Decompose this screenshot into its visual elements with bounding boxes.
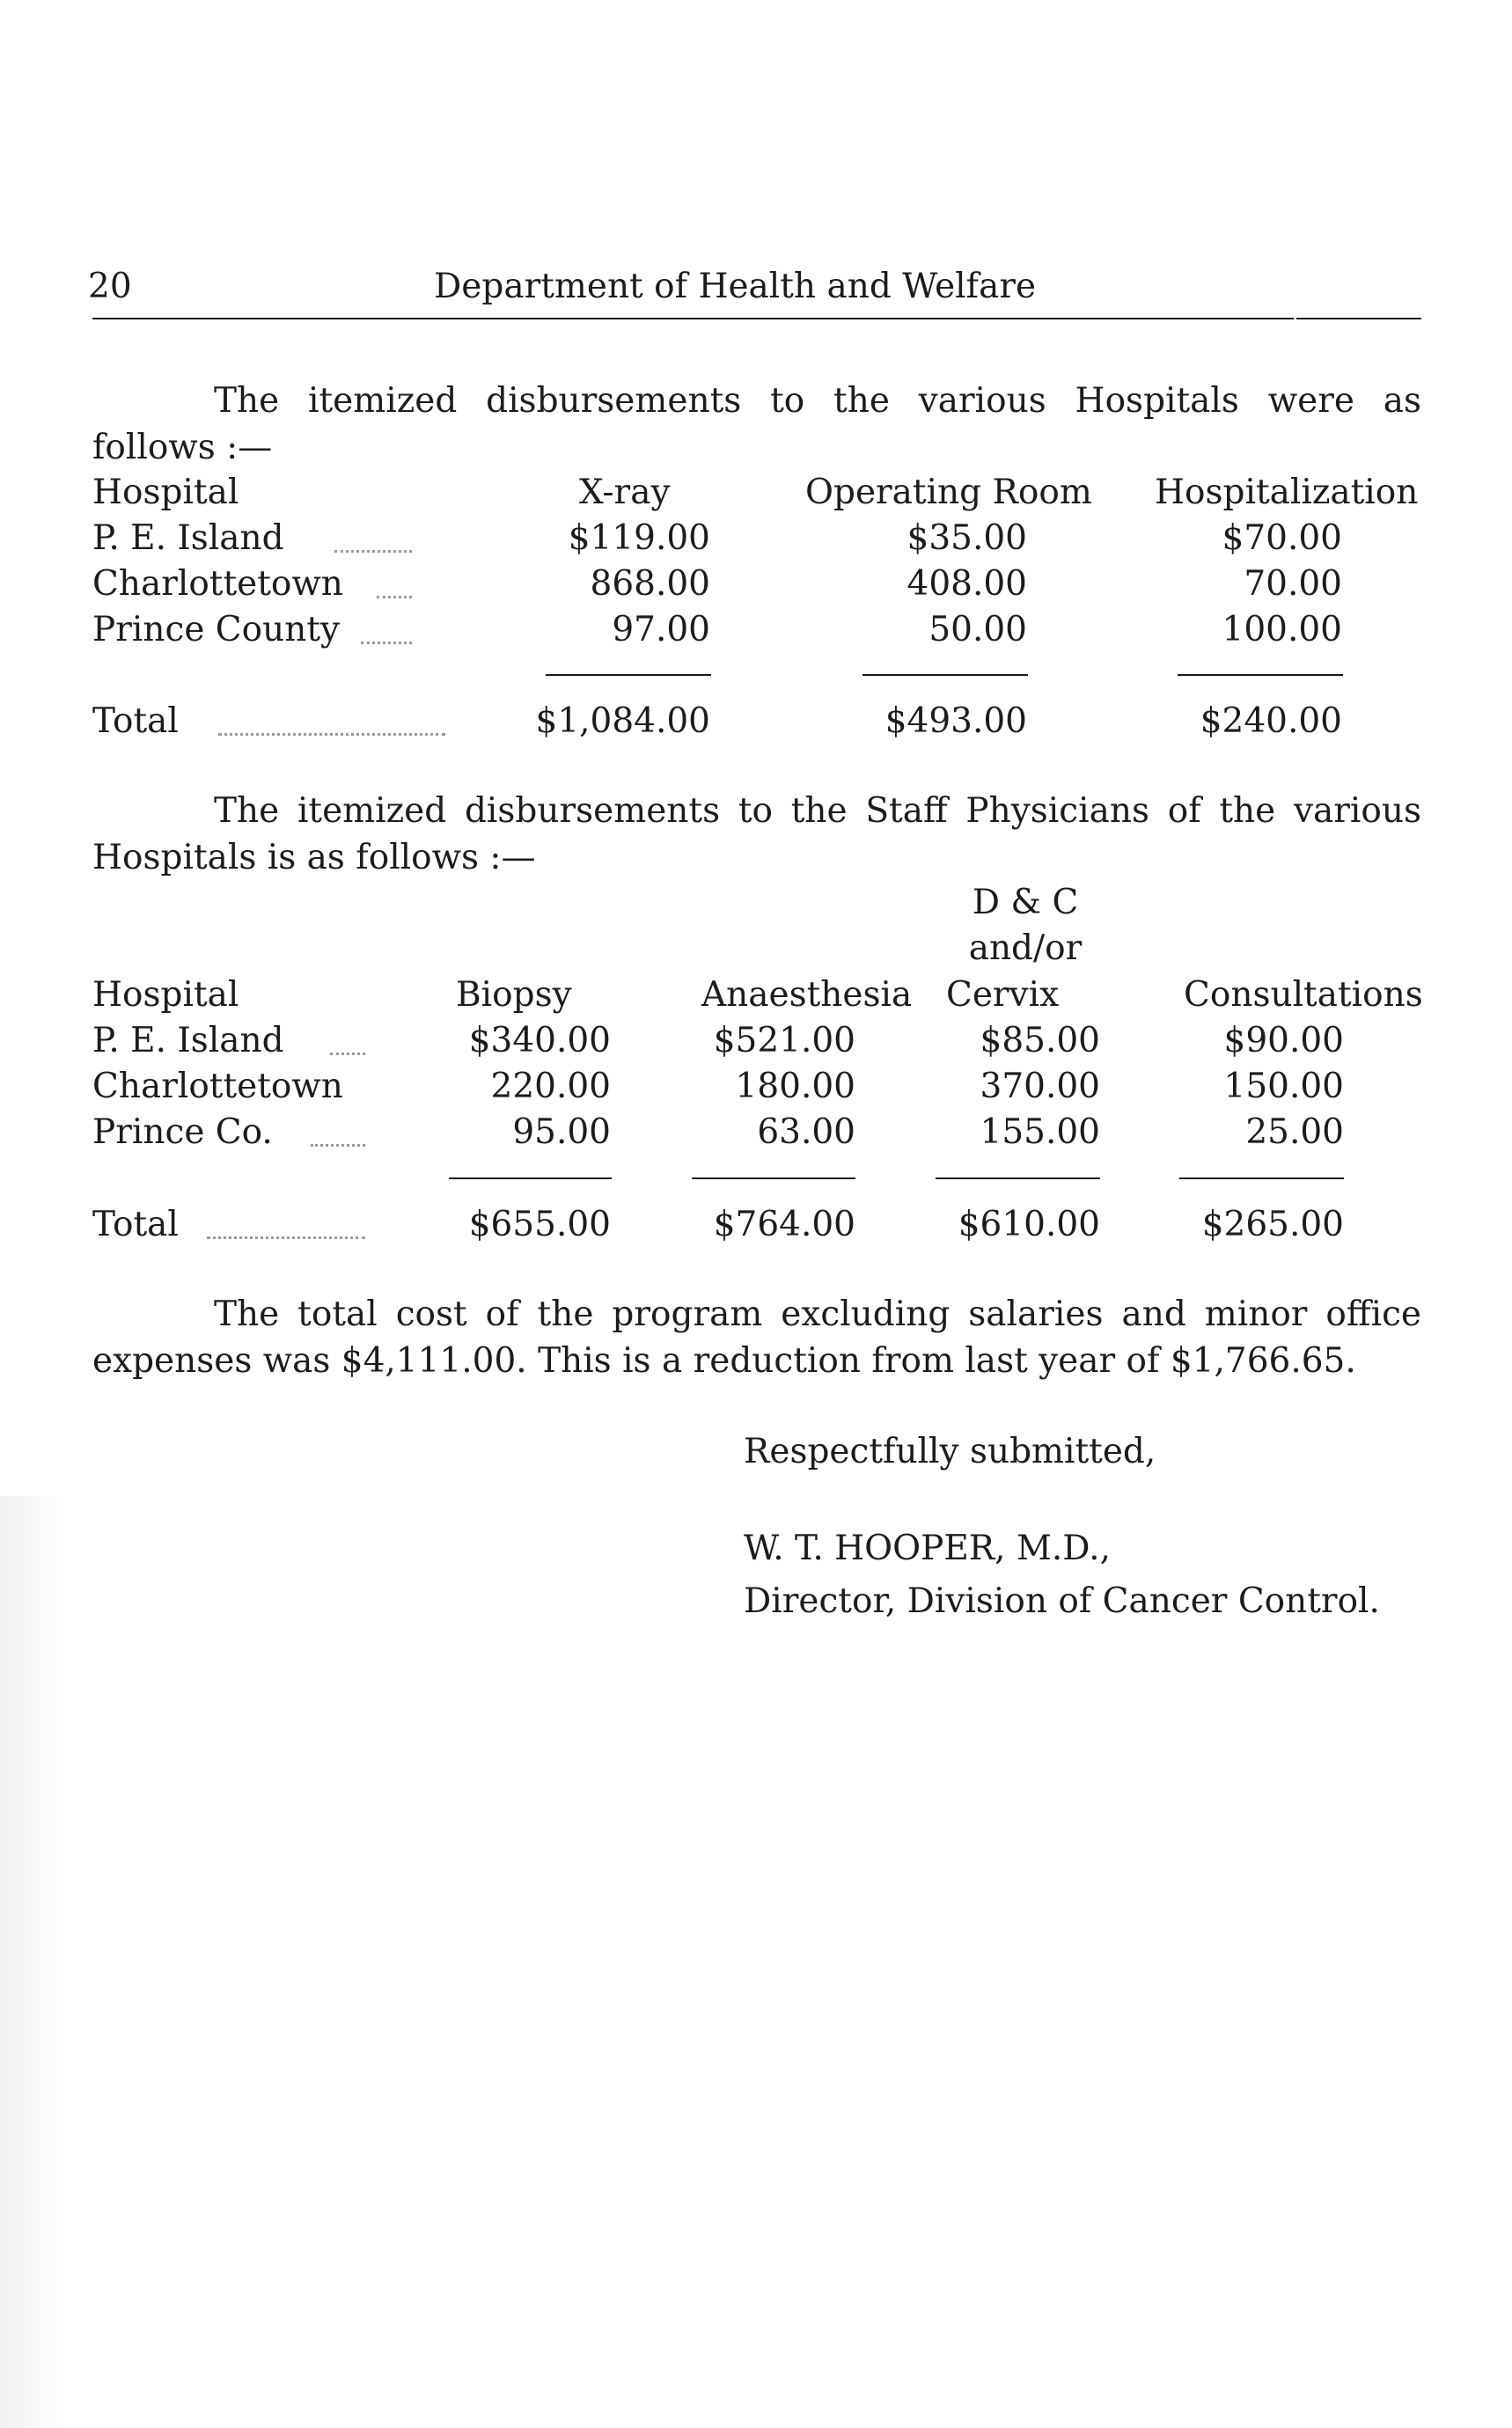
table2-cell-anaesthesia: $521.00 xyxy=(713,1021,855,1060)
section1-intro-line1: The itemized disbursements to the various Hospitals were as xyxy=(214,381,1421,421)
table1-header-hospitalization: Hospitalization xyxy=(1155,473,1419,512)
page-number: 20 xyxy=(88,267,132,306)
table1-total-hospitalization: $240.00 xyxy=(1200,701,1342,741)
table1-cell-xray: 97.00 xyxy=(612,610,710,649)
table1-total-label: Total xyxy=(92,701,179,741)
table1-cell-hospitalization: 100.00 xyxy=(1222,610,1342,649)
table1-header-operating-room: Operating Room xyxy=(805,473,1092,512)
table2-cell-hospital: P. E. Island xyxy=(92,1021,284,1060)
table2-cell-cervix: $85.00 xyxy=(980,1021,1100,1060)
table1-header-hospital: Hospital xyxy=(92,473,239,512)
signature-title: Director, Division of Cancer Control. xyxy=(744,1581,1380,1621)
leader-dots xyxy=(361,642,412,644)
leader-dots xyxy=(218,733,445,736)
table1-cell-operating: 408.00 xyxy=(906,564,1027,604)
table1-cell-operating: 50.00 xyxy=(928,610,1027,649)
summary-line2: expenses was $4,111.00. This is a reduction from last year of $1,766.65. xyxy=(92,1341,1356,1381)
table1-total-rule xyxy=(546,674,711,676)
leader-dots xyxy=(311,1144,365,1147)
table1-total-xray: $1,084.00 xyxy=(535,701,710,741)
section1-intro-line2: follows :— xyxy=(92,428,273,467)
table1-cell-xray: $119.00 xyxy=(568,518,710,558)
table2-cell-biopsy: 220.00 xyxy=(490,1067,611,1106)
table2-total-cervix: $610.00 xyxy=(958,1205,1100,1244)
table1-cell-xray: 868.00 xyxy=(590,564,710,604)
running-header-title: Department of Health and Welfare xyxy=(434,267,1037,306)
section2-intro-line2: Hospitals is as follows :— xyxy=(92,838,536,877)
table2-total-rule xyxy=(1179,1177,1344,1179)
table2-cell-anaesthesia: 180.00 xyxy=(735,1067,855,1106)
table2-cell-hospital: Prince Co. xyxy=(92,1112,273,1152)
table2-total-rule xyxy=(692,1177,855,1179)
table2-cell-hospital: Charlottetown xyxy=(92,1067,343,1106)
table2-header-dc-line2: and/or xyxy=(968,928,1083,968)
summary-line1: The total cost of the program excluding salaries and minor office xyxy=(214,1295,1421,1334)
table2-header-hospital: Hospital xyxy=(92,975,239,1015)
table2-cell-biopsy: 95.00 xyxy=(512,1112,611,1152)
leader-dots xyxy=(377,596,412,598)
table2-header-dc-line1: D & C xyxy=(972,883,1079,922)
table1-header-xray: X-ray xyxy=(579,473,671,512)
header-rule xyxy=(92,318,1294,319)
table2-total-rule xyxy=(449,1177,612,1179)
table2-cell-cervix: 155.00 xyxy=(980,1112,1100,1152)
section2-intro-line1: The itemized disbursements to the Staff Physicians of the various xyxy=(214,791,1421,831)
table1-cell-hospital: Charlottetown xyxy=(92,564,343,604)
table2-total-rule xyxy=(936,1177,1100,1179)
table2-cell-consultations: $90.00 xyxy=(1223,1021,1344,1060)
table1-cell-hospital: P. E. Island xyxy=(92,518,284,558)
table1-cell-hospitalization: 70.00 xyxy=(1244,564,1342,604)
table2-cell-biopsy: $340.00 xyxy=(468,1021,611,1060)
table2-header-biopsy: Biopsy xyxy=(456,975,572,1015)
table1-total-rule xyxy=(862,674,1028,676)
header-rule-end xyxy=(1296,318,1421,319)
table1-total-operating: $493.00 xyxy=(884,701,1027,741)
table1-cell-hospitalization: $70.00 xyxy=(1222,518,1342,558)
table2-header-consultations: Consultations xyxy=(1184,975,1423,1015)
table1-total-rule xyxy=(1178,674,1343,676)
table2-header-cervix: Cervix xyxy=(946,975,1060,1015)
leader-dots xyxy=(330,1053,365,1055)
leader-dots xyxy=(334,550,412,553)
table2-total-label: Total xyxy=(92,1205,179,1244)
table1-cell-operating: $35.00 xyxy=(906,518,1027,558)
scan-edge-shading xyxy=(0,1496,66,2428)
table1-cell-hospital: Prince County xyxy=(92,610,341,649)
leader-dots xyxy=(207,1236,365,1239)
table2-total-consultations: $265.00 xyxy=(1201,1205,1344,1244)
table2-header-anaesthesia: Anaesthesia xyxy=(701,975,913,1015)
table2-cell-cervix: 370.00 xyxy=(980,1067,1100,1106)
signature-closing: Respectfully submitted, xyxy=(744,1432,1156,1471)
table2-cell-consultations: 150.00 xyxy=(1223,1067,1344,1106)
signature-name: W. T. HOOPER, M.D., xyxy=(744,1529,1111,1568)
table2-cell-anaesthesia: 63.00 xyxy=(757,1112,855,1152)
table2-cell-consultations: 25.00 xyxy=(1245,1112,1344,1152)
table2-total-anaesthesia: $764.00 xyxy=(713,1205,855,1244)
table2-total-biopsy: $655.00 xyxy=(468,1205,611,1244)
